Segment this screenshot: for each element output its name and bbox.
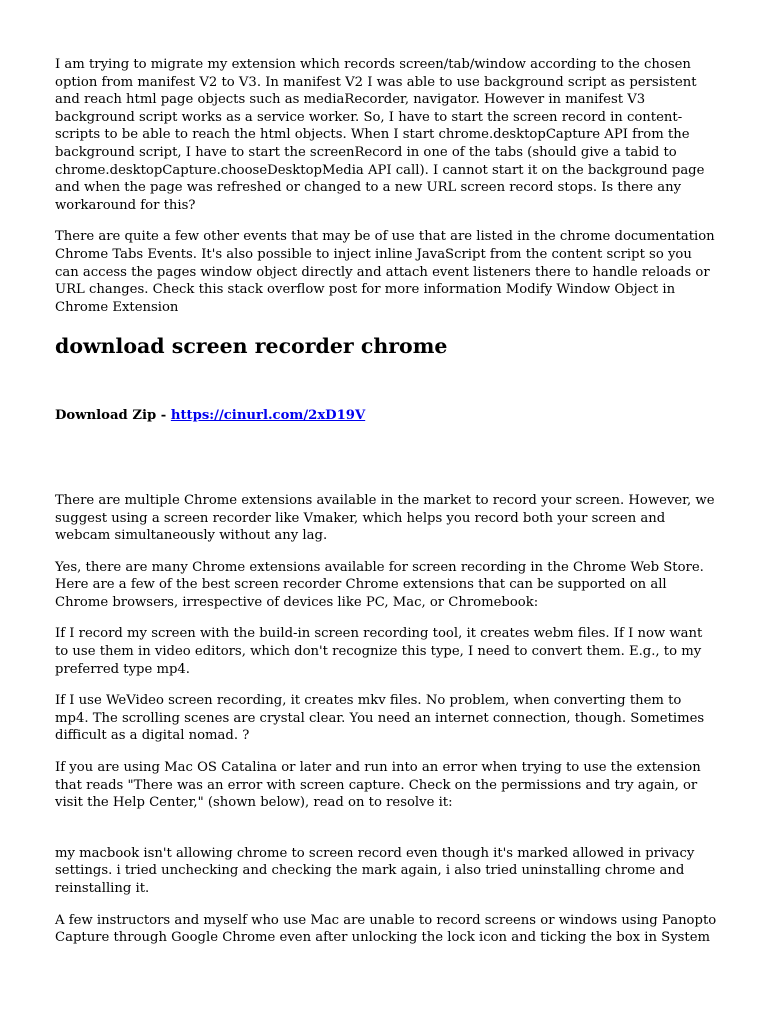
document-page — [55, 56, 719, 961]
download-link[interactable]: https://cinurl.com/2xD19V — [170, 408, 366, 424]
body-paragraph-4: If I use WeVideo screen recording, it creates mkv files. No problem, when converting them to mp4. The scrolling scenes are crystal clear. You need an internet connection, though. Sometimes difficult as a digital nomad. ? — [55, 693, 705, 744]
body-paragraph-2: Yes, there are many Chrome extensions available for screen recording in the Chrome Web Store. Here are a few of the best screen recorder Chrome extensions that can be supported on all Chrome browsers, irrespective of devices like PC, Mac, or Chromebook: — [55, 559, 704, 610]
page-heading: download screen recorder chrome — [55, 334, 448, 359]
body-section — [55, 492, 719, 947]
intro-paragraph-2: There are quite a few other events that may be of use that are listed in the chrome documentation Chrome Tabs Events. It's also possible to inject inline JavaScript from the content script so you can access the pages window object directly and attach event listeners there to handle reloads or URL changes. Check this stack overflow post for more information Modify Window Object in Chrome Extension — [55, 229, 715, 315]
download-line — [55, 407, 719, 425]
body-paragraph-5: If you are using Mac OS Catalina or later and run into an error when trying to use the extension that reads "There was an error with screen capture. Check on the permissions and try again, or visit the Help Center," (shown below), read on to resolve it: — [55, 760, 701, 811]
body-paragraph-1: There are multiple Chrome extensions available in the market to record your screen. However, we suggest using a screen recorder like Vmaker, which helps you record both your screen and webcam simultaneously without any lag. — [55, 492, 715, 544]
body-paragraph-7: A few instructors and myself who use Mac are unable to record screens or windows using Panopto Capture through Google Chrome even after unlocking the lock icon and ticking the box in System — [55, 912, 717, 946]
download-label: Download Zip - — [55, 408, 171, 424]
body-paragraph-6: my macbook isn't allowing chrome to screen record even though it's marked allowed in privacy settings. i tried unchecking and checking the mark again, i also tried uninstalling chrome and reinstalling it. — [55, 845, 695, 896]
intro-paragraph-1: I am trying to migrate my extension which records screen/tab/window according to the chosen option from manifest V2 to V3. In manifest V2 I was able to use background script as persistent and reach html page objects such as mediaRecorder, navigator. However in manifest V3 background script works as a service worker. So, I have to start the screen record in content-scripts to be able to reach the html objects. When I start chrome.desktopCapture API from the background script, I have to start the screenRecord in one of the tabs (should give a tabid to chrome.desktopCapture.chooseDesktopMedia API call). I cannot start it on the background page and when the page was refreshed or changed to a new URL screen record stops. Is there any workaround for this? — [55, 57, 705, 213]
body-paragraph-3: If I record my screen with the build-in screen recording tool, it creates webm files. If I now want to use them in video editors, which don't recognize this type, I need to convert them. E.g., to my preferred type mp4. — [55, 626, 703, 677]
